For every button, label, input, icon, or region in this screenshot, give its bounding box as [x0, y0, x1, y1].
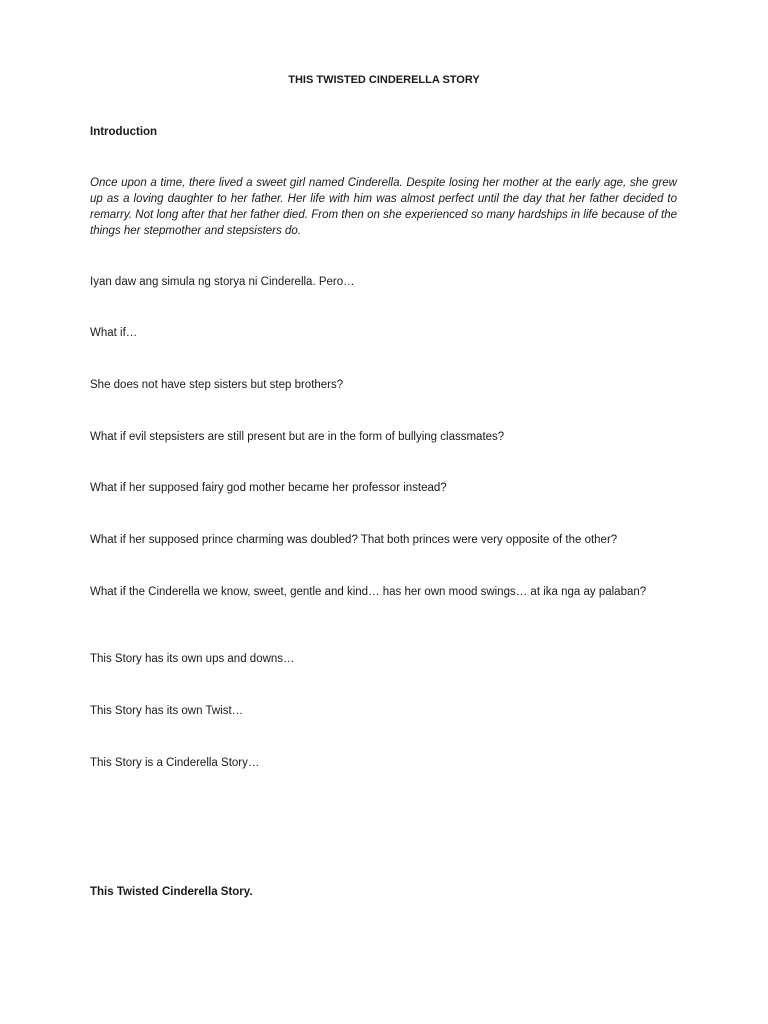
paragraph-what-if: What if…	[90, 327, 138, 339]
paragraph-mood-swings: What if the Cinderella we know, sweet, gentle and kind… has her own mood swings… at ika nga ay palaban?	[90, 586, 647, 598]
introduction-heading: Introduction	[90, 126, 158, 138]
paragraph-ups-downs: This Story has its own ups and downs…	[90, 653, 295, 665]
paragraph-fairy-godmother: What if her supposed fairy god mother became her professor instead?	[90, 482, 447, 494]
intro-paragraph: Once upon a time, there lived a sweet girl named Cinderella. Despite losing her mother at the early age, she grew up as a loving daughter to her father. Her life with him was almost perfect until the day that her father decided to remarry. Not long after that her father died. From then on she experienced so many hardships in life because of the things her stepmother and stepsisters do.	[90, 177, 677, 237]
document-title: THIS TWISTED CINDERELLA STORY	[288, 74, 480, 86]
paragraph-prince-charming: What if her supposed prince charming was doubled? That both princes were very opposite of the other?	[90, 534, 618, 546]
paragraph-bullying-classmates: What if evil stepsisters are still present but are in the form of bullying classmates?	[90, 431, 505, 443]
paragraph-simula: Iyan daw ang simula ng storya ni Cinderella. Pero…	[90, 276, 355, 288]
paragraph-twist: This Story has its own Twist…	[90, 705, 244, 717]
paragraph-cinderella-story: This Story is a Cinderella Story…	[90, 757, 260, 769]
paragraph-step-brothers: She does not have step sisters but step brothers?	[90, 379, 344, 391]
closing-line: This Twisted Cinderella Story.	[90, 886, 253, 898]
